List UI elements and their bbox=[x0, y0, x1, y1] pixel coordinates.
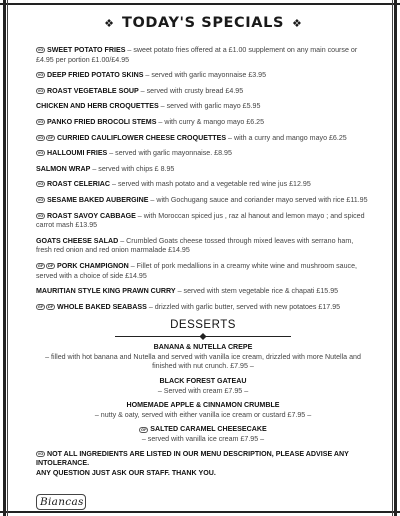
diet-tags bbox=[36, 304, 55, 310]
special-description: – served with garlic mayo £5.95 bbox=[158, 102, 261, 111]
desserts-list bbox=[36, 343, 370, 444]
frame-right-inner bbox=[392, 0, 393, 516]
diet-vg-icon: VG bbox=[37, 150, 44, 156]
special-description: – drizzled with garlic butter, served with new potatoes £17.95 bbox=[146, 302, 341, 311]
dessert-item bbox=[36, 425, 370, 444]
special-description: – served with mash potato and a vegetable red wine jus £12.95 bbox=[110, 180, 311, 189]
diet-tags bbox=[139, 427, 148, 433]
diet-gf-icon: GF bbox=[141, 426, 147, 432]
diet-vg-icon: VG bbox=[37, 87, 44, 93]
footer-line-2: ANY QUESTION JUST ASK OUR STAFF. THANK YOU. bbox=[36, 469, 216, 478]
special-name: PORK CHAMPIGNON bbox=[57, 261, 129, 270]
special-description: – with Gochugang sauce and coriander mayo served with rice £11.95 bbox=[148, 195, 368, 204]
special-item bbox=[36, 262, 370, 281]
special-description: – with Moroccan spiced jus , raz al hanout and lemon mayo ; and spiced carrot mash £13.95 bbox=[36, 211, 365, 230]
special-name: ROAST SAVOY CABBAGE bbox=[47, 211, 136, 220]
special-item bbox=[36, 149, 370, 159]
special-item bbox=[36, 196, 370, 206]
special-name: GOATS CHEESE SALAD bbox=[36, 236, 119, 245]
special-description: – with a curry and mango mayo £6.25 bbox=[226, 133, 347, 142]
allergy-tag-icon: VG bbox=[37, 450, 44, 456]
frame-left bbox=[3, 0, 6, 516]
dessert-name-text: BLACK FOREST GATEAU bbox=[159, 377, 247, 386]
special-name: DEEP FRIED POTATO SKINS bbox=[47, 71, 144, 80]
special-description: – sweet potato fries offered at a £1.00 supplement on any main course or £4.95 per portion £1.00/£4.95 bbox=[36, 46, 358, 64]
special-description: – Crumbled Goats cheese tossed through mixed leaves with serrano ham, fresh red onion and red onion marmalade £14.95 bbox=[36, 236, 354, 255]
diet-vg-icon: VG bbox=[37, 212, 44, 218]
divider-diamond-icon bbox=[199, 333, 206, 340]
special-description: – served with stem vegetable rice & chapati £15.95 bbox=[175, 287, 339, 296]
special-name: SALMON WRAP bbox=[36, 164, 91, 173]
dessert-description: – nutty & oaty, served with either vanilla ice cream or custard £7.95 – bbox=[94, 410, 312, 419]
allergy-notice bbox=[36, 450, 370, 479]
diet-tags bbox=[36, 213, 45, 219]
dessert-name bbox=[36, 401, 370, 411]
special-name: MAURITIAN STYLE KING PRAWN CURRY bbox=[36, 287, 176, 296]
diet-tags bbox=[36, 197, 45, 203]
special-item bbox=[36, 134, 370, 144]
special-item bbox=[36, 237, 370, 256]
menu-content bbox=[36, 12, 370, 479]
special-description: – served with garlic mayonnaise £3.95 bbox=[143, 71, 267, 80]
diet-tags bbox=[36, 72, 45, 78]
frame-top bbox=[0, 3, 400, 5]
frame-bottom bbox=[0, 511, 400, 513]
ornament-icon: ❖ bbox=[104, 17, 114, 30]
dessert-name-text: BANANA & NUTELLA CREPE bbox=[153, 343, 253, 352]
special-item bbox=[36, 87, 370, 97]
dessert-name-text: SALTED CARAMEL CHEESECAKE bbox=[150, 425, 267, 434]
diet-df-icon: DF bbox=[47, 263, 54, 269]
special-item bbox=[36, 102, 370, 112]
special-description: – served with crusty bread £4.95 bbox=[138, 86, 244, 95]
frame-left-inner bbox=[7, 0, 8, 516]
special-item bbox=[36, 303, 370, 313]
diet-tags bbox=[36, 263, 55, 269]
special-description: – Fillet of pork medallions in a creamy white wine and mushroom sauce, served with a choice of side £14.95 bbox=[36, 261, 358, 280]
desserts-heading: DESSERTS bbox=[170, 319, 236, 332]
dessert-description: – filled with hot banana and Nutella and served with vanilla ice cream, drizzled with more Nutella and finished with nut crunch. £7.95 – bbox=[45, 352, 361, 371]
special-item bbox=[36, 46, 370, 65]
diet-vg-icon: VG bbox=[37, 119, 44, 125]
dessert-description: – Served with cream £7.95 – bbox=[157, 386, 249, 395]
logo: Biancas bbox=[40, 496, 84, 508]
special-item bbox=[36, 118, 370, 128]
special-description: – with curry & mango mayo £6.25 bbox=[156, 117, 265, 126]
diet-tags bbox=[36, 119, 45, 125]
special-item bbox=[36, 287, 370, 297]
diet-vg-icon: VG bbox=[37, 47, 44, 53]
dessert-name bbox=[36, 377, 370, 387]
diet-df-icon: DF bbox=[47, 303, 54, 309]
diet-vg-icon: VG bbox=[37, 181, 44, 187]
page-title: TODAY'S SPECIALS bbox=[121, 15, 285, 31]
special-name: ROAST VEGETABLE SOUP bbox=[47, 86, 139, 95]
special-item bbox=[36, 165, 370, 175]
special-name: SESAME BAKED AUBERGINE bbox=[47, 195, 149, 204]
diet-gf-icon: GF bbox=[37, 263, 44, 269]
special-item bbox=[36, 71, 370, 81]
special-name: HALLOUMI FRIES bbox=[47, 149, 108, 158]
special-name: ROAST CELERIAC bbox=[47, 180, 111, 189]
special-item bbox=[36, 212, 370, 231]
dessert-item bbox=[36, 377, 370, 396]
frame-right bbox=[394, 0, 397, 516]
dessert-item bbox=[36, 401, 370, 420]
diet-tags bbox=[36, 135, 55, 141]
diet-gf-icon: GF bbox=[37, 303, 44, 309]
footer-line-1: NOT ALL INGREDIENTS ARE LISTED IN OUR MENU DESCRIPTION, PLEASE ADVISE ANY INTOLERANCE. bbox=[36, 449, 349, 468]
dessert-name bbox=[36, 425, 370, 435]
special-name: PANKO FRIED BROCOLI STEMS bbox=[47, 117, 157, 126]
diet-tags bbox=[36, 47, 45, 53]
special-name: SWEET POTATO FRIES bbox=[47, 46, 126, 54]
specials-list bbox=[36, 46, 370, 312]
dessert-item bbox=[36, 343, 370, 372]
diet-tags bbox=[36, 88, 45, 94]
special-name: CHICKEN AND HERB CROQUETTES bbox=[36, 102, 159, 111]
diet-vg-icon: VG bbox=[37, 72, 44, 78]
special-description: – served with chips £ 8.95 bbox=[90, 164, 175, 173]
section-divider bbox=[115, 334, 291, 340]
diet-gf-icon: GF bbox=[47, 134, 54, 140]
dessert-name bbox=[36, 343, 370, 353]
diet-vg-icon: VG bbox=[37, 134, 44, 140]
diet-tags bbox=[36, 181, 45, 187]
title-row bbox=[36, 12, 370, 34]
diet-tags bbox=[36, 150, 45, 156]
dessert-name-text: HOMEMADE APPLE & CINNAMON CRUMBLE bbox=[126, 401, 280, 410]
ornament-icon: ❖ bbox=[292, 17, 302, 30]
special-description: – served with garlic mayonnaise. £8.95 bbox=[107, 149, 232, 158]
special-name: WHOLE BAKED SEABASS bbox=[57, 302, 147, 311]
dessert-description: – served with vanilla ice cream £7.95 – bbox=[141, 435, 265, 444]
diet-vg-icon: VG bbox=[37, 197, 44, 203]
special-name: CURRIED CAULIFLOWER CHEESE CROQUETTES bbox=[57, 133, 227, 142]
special-item bbox=[36, 180, 370, 190]
